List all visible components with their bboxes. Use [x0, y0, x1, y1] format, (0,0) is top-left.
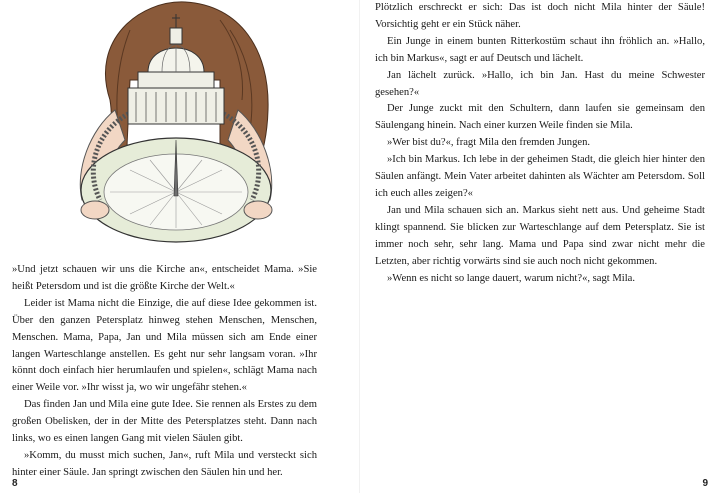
page-number: 9	[702, 478, 708, 489]
girl-left-hand	[81, 201, 109, 219]
paragraph: »Ich bin Markus. Ich lebe in der geheimen Stadt, die gleich hier hinter den Säulen anfängt. Mein Vater arbeitet dahinten als Wächter am Petersdom. Soll ich euch alles zeigen?«	[375, 154, 705, 199]
st-peters-illustration	[70, 0, 280, 250]
paragraph: Das finden Jan und Mila eine gute Idee. Sie rennen als Erstes zu dem großen Obelisken, der in der Mitte des Petersplatzes steht. Dann nach links, wo es einen langen Gang mit vielen Säulen gibt.	[12, 399, 318, 445]
paragraph: Jan und Mila schauen sich an. Markus sieht nett aus. Und geheime Stadt klingt spannend. Sie blicken zur Warteschlange auf dem Petersplatz. Sie ist immer noch sehr, sehr lang. Mama und Papa sind zwar nicht mehr die Letzten, aber richtig vorwärts sind sie auch noch nicht gekommen.	[375, 204, 705, 267]
paragraph: »Und jetzt schauen wir uns die Kirche an«, entscheidet Mama. »Sie heißt Petersdom und ist die größte Kirche der Welt.«	[12, 264, 317, 292]
girl-right-hand	[244, 201, 272, 219]
paragraph: Jan lächelt zurück. »Hallo, ich bin Jan. Hast du meine Schwester gesehen?«	[375, 69, 705, 98]
paragraph: Plötzlich erschreckt er sich: Das ist doch nicht Mila hinter der Säule! Vorsichtig geht er ein Stück näher.	[375, 2, 705, 30]
paragraph: Leider ist Mama nicht die Einzige, die auf diese Idee gekommen ist. Über den ganzen Petersplatz hinweg stehen Menschen, Menschen, Menschen. Mama, Papa, Jan und Mila müssen sich am Ende einer langen Warteschlange anstellen. Es geht nur sehr langsam voran. »Ihr könnt doch einfach hier herumlaufen und spielen«, schlägt Mama nach einer Weile vor. »Ihr wisst ja, wo wir ungefähr stehen.«	[12, 297, 317, 394]
left-page-text	[12, 262, 317, 482]
paragraph: Ein Junge in einem bunten Ritterkostüm schaut ihn fröhlich an. »Hallo, ich bin Markus«, sagt er auf Deutsch und lächelt.	[375, 35, 705, 64]
page-number: 8	[12, 478, 18, 489]
paragraph: »Wer bist du?«, fragt Mila den fremden Jungen.	[387, 137, 591, 149]
paragraph: Der Junge zuckt mit den Schultern, dann laufen sie gemeinsam den Säulengang hinein. Nach einer kurzen Weile finden sie Mila.	[375, 103, 705, 132]
paragraph: »Komm, du musst mich suchen, Jan«, ruft Mila und versteckt sich hinter einer Säule. Jan springt zwischen den Säulen hin und her.	[12, 449, 317, 478]
paragraph: »Wenn es nicht so lange dauert, warum nicht?«, sagt Mila.	[387, 272, 636, 284]
right-page	[360, 0, 720, 493]
right-page-text	[375, 0, 705, 287]
